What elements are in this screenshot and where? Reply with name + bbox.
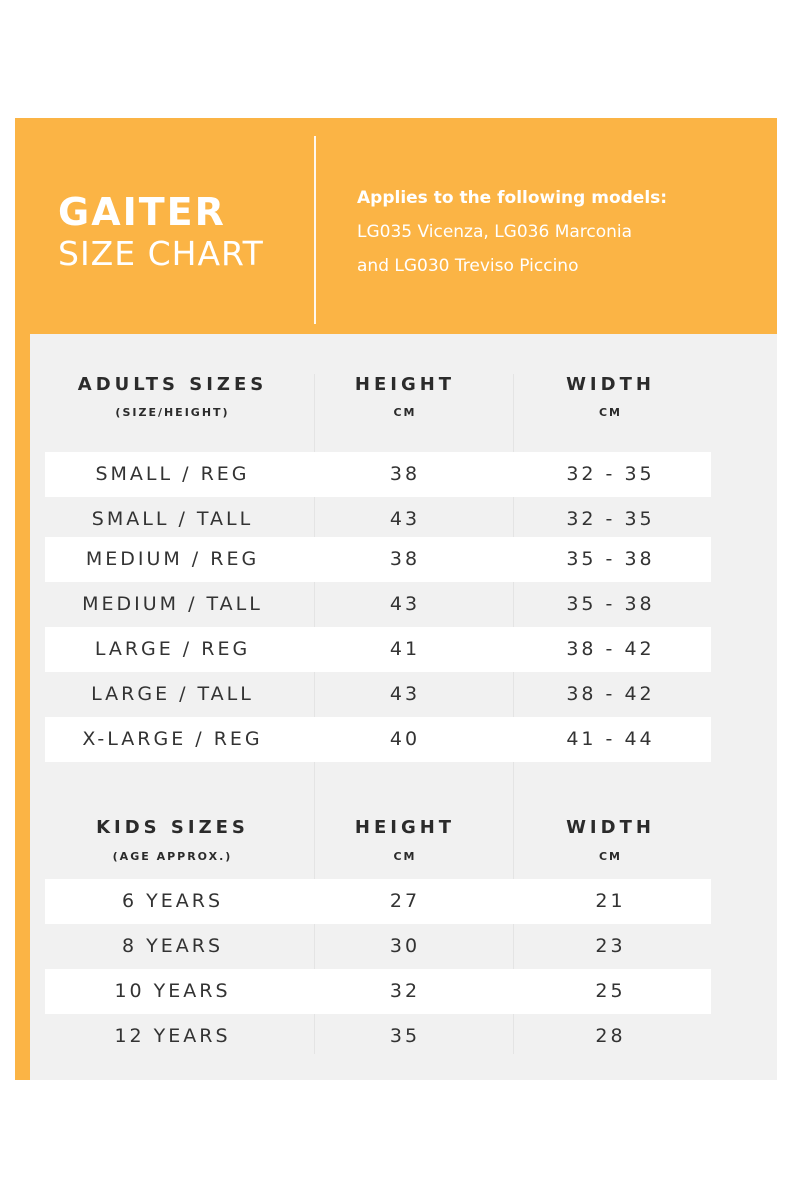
kids-height-unit: CM	[393, 850, 417, 863]
width-cell: 25	[595, 980, 626, 1002]
table-row	[45, 672, 711, 717]
adults-width-header: WIDTH	[566, 374, 655, 395]
height-cell: 32	[389, 980, 421, 1002]
width-cell: 23	[595, 935, 626, 957]
adults-height-header: HEIGHT	[354, 374, 456, 395]
adults-size-subheader: (SIZE/HEIGHT)	[115, 406, 230, 419]
size-cell: SMALL / REG	[95, 463, 250, 485]
table-row	[45, 969, 711, 1014]
table-row	[45, 452, 711, 497]
height-cell: 30	[389, 935, 421, 957]
applies-heading: Applies to the following models:	[357, 188, 668, 208]
size-cell: SMALL / TALL	[91, 508, 254, 530]
kids-size-subheader: (AGE APPROX.)	[112, 850, 233, 863]
chart-header	[15, 118, 777, 334]
width-cell: 38 - 42	[566, 638, 655, 660]
height-cell: 27	[389, 890, 421, 912]
table-row	[45, 879, 711, 924]
header-divider	[314, 136, 316, 324]
width-cell: 35 - 38	[566, 593, 655, 615]
table-row	[45, 537, 711, 582]
height-cell: 43	[389, 508, 421, 530]
size-cell: MEDIUM / TALL	[82, 593, 263, 615]
size-cell: 12 YEARS	[114, 1025, 231, 1047]
width-cell: 32 - 35	[566, 508, 655, 530]
size-cell: MEDIUM / REG	[85, 548, 260, 570]
height-cell: 38	[389, 463, 421, 485]
kids-height-header: HEIGHT	[354, 817, 456, 838]
size-cell: 8 YEARS	[122, 935, 223, 957]
height-cell: 43	[389, 593, 421, 615]
width-cell: 32 - 35	[566, 463, 655, 485]
size-cell: 6 YEARS	[122, 890, 223, 912]
height-cell: 35	[389, 1025, 421, 1047]
size-cell: X-LARGE / REG	[82, 728, 263, 750]
size-cell: LARGE / TALL	[91, 683, 254, 705]
table-row	[45, 627, 711, 672]
height-cell: 38	[389, 548, 421, 570]
width-cell: 38 - 42	[566, 683, 655, 705]
chart-title: GAITER	[58, 190, 226, 234]
adults-size-header: ADULTS SIZES	[77, 374, 268, 395]
size-cell: 10 YEARS	[114, 980, 231, 1002]
kids-size-header: KIDS SIZES	[96, 817, 249, 838]
table-row	[45, 1014, 711, 1059]
table-row	[45, 582, 711, 627]
chart-subtitle: SIZE CHART	[58, 234, 264, 273]
width-cell: 41 - 44	[566, 728, 655, 750]
adults-width-unit: CM	[598, 406, 623, 419]
size-chart-card	[15, 118, 777, 1080]
table-row	[45, 717, 711, 762]
kids-width-unit: CM	[598, 850, 623, 863]
width-cell: 35 - 38	[566, 548, 655, 570]
applies-models-line-2: and LG030 Treviso Piccino	[357, 256, 579, 276]
table-row	[45, 497, 711, 542]
table-row	[45, 924, 711, 969]
applies-models-line-1: LG035 Vicenza, LG036 Marconia	[357, 222, 633, 242]
width-cell: 28	[595, 1025, 626, 1047]
height-cell: 43	[389, 683, 421, 705]
height-cell: 41	[389, 638, 421, 660]
chart-table-panel	[30, 334, 777, 1080]
size-cell: LARGE / REG	[94, 638, 251, 660]
height-cell: 40	[389, 728, 421, 750]
adults-height-unit: CM	[393, 406, 417, 419]
kids-width-header: WIDTH	[566, 817, 655, 838]
width-cell: 21	[595, 890, 626, 912]
